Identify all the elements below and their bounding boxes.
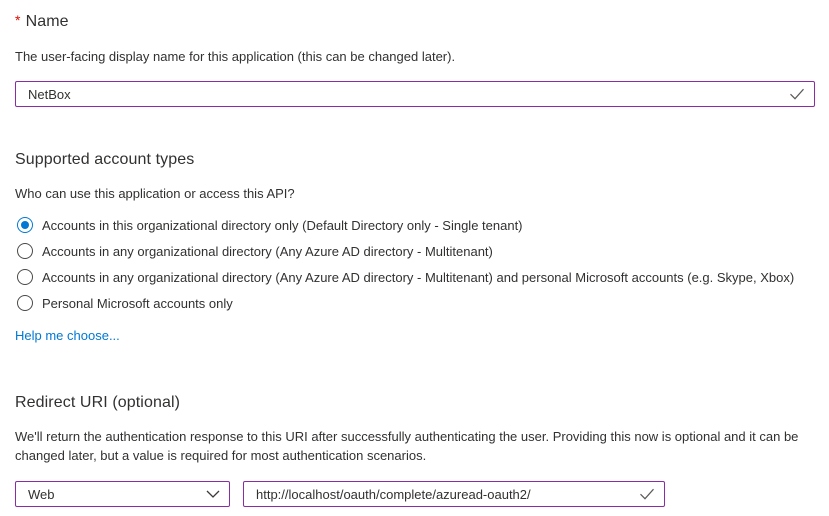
radio-option-label: Accounts in this organizational directory only (Default Directory only - Single tenant) bbox=[42, 217, 523, 233]
supported-account-types-section bbox=[15, 151, 815, 343]
redirect-uri-row bbox=[15, 481, 815, 507]
help-link-wrap bbox=[15, 328, 815, 343]
name-input[interactable] bbox=[16, 82, 814, 106]
radio-button-selected-icon[interactable] bbox=[17, 217, 33, 233]
redirect-uri-description: We'll return the authentication response to this URI after successfully authenticating the user. Providing this now is optional and it can be changed later, but a value is required for most authentication scenarios. bbox=[15, 429, 799, 463]
radio-option-multitenant[interactable] bbox=[15, 243, 815, 259]
name-input-box bbox=[15, 81, 815, 107]
name-description: The user-facing display name for this application (this can be changed later). bbox=[15, 49, 456, 64]
supported-account-types-heading: Supported account types bbox=[15, 151, 195, 168]
platform-select-dropdown[interactable] bbox=[15, 481, 230, 507]
redirect-uri-input-box bbox=[243, 481, 665, 507]
radio-option-multitenant-personal[interactable] bbox=[15, 269, 815, 285]
chevron-down-icon bbox=[206, 490, 220, 498]
radio-option-label: Accounts in any organizational directory (Any Azure AD directory - Multitenant) and personal Microsoft accounts (e.g. Skype, Xbox) bbox=[42, 269, 795, 285]
radio-button-icon[interactable] bbox=[17, 269, 33, 285]
redirect-uri-input[interactable] bbox=[244, 482, 664, 506]
name-section bbox=[15, 12, 815, 107]
required-asterisk: * bbox=[15, 12, 21, 28]
redirect-uri-section bbox=[15, 394, 815, 507]
help-me-choose-link[interactable]: Help me choose... bbox=[15, 328, 120, 343]
name-label-text: Name bbox=[25, 13, 69, 30]
name-field-label bbox=[15, 12, 815, 31]
radio-option-label: Accounts in any organizational directory (Any Azure AD directory - Multitenant) bbox=[42, 243, 493, 259]
radio-button-icon[interactable] bbox=[17, 295, 33, 311]
radio-option-label: Personal Microsoft accounts only bbox=[42, 295, 233, 311]
redirect-uri-heading: Redirect URI (optional) bbox=[15, 394, 181, 411]
account-type-radio-group bbox=[15, 217, 815, 311]
platform-select-value: Web bbox=[28, 486, 55, 502]
radio-button-icon[interactable] bbox=[17, 243, 33, 259]
account-types-question: Who can use this application or access this API? bbox=[15, 186, 295, 201]
radio-option-personal-only[interactable] bbox=[15, 295, 815, 311]
radio-option-single-tenant[interactable] bbox=[15, 217, 815, 233]
